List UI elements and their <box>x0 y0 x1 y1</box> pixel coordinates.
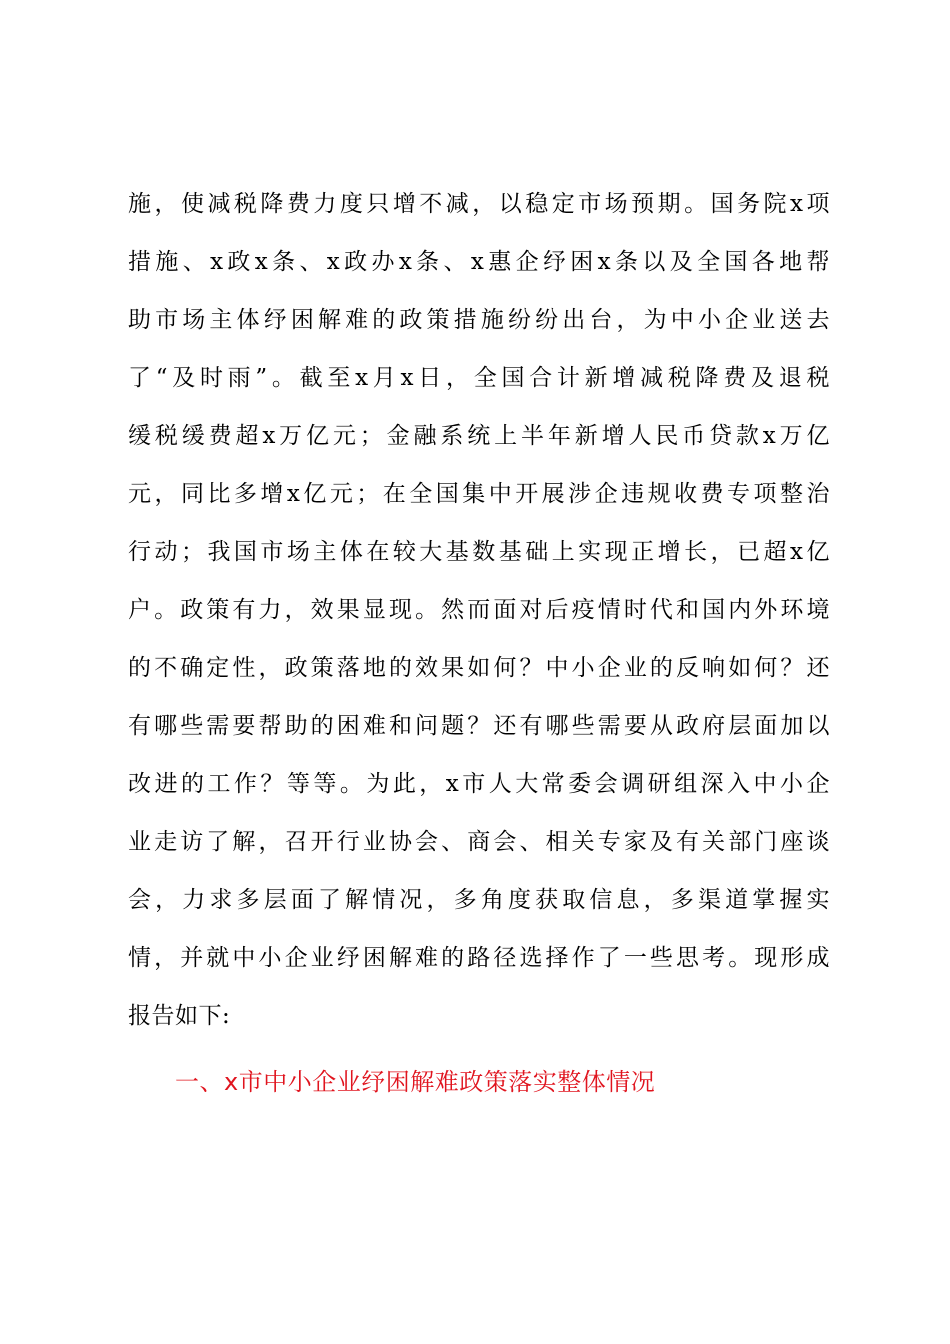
paragraph-line: 会，力求多层面了解情况，多角度获取信息，多渠道掌握实 <box>128 887 830 913</box>
paragraph-line: 报告如下: <box>128 1003 231 1029</box>
paragraph-line: 有哪些需要帮助的困难和问题？还有哪些需要从政府层面加以 <box>128 713 830 739</box>
paragraph-line: 业走访了解，召开行业协会、商会、相关专家及有关部门座谈 <box>128 829 830 855</box>
paragraph-line: 行动；我国市场主体在较大基数基础上实现正增长，已超x亿 <box>128 539 830 565</box>
paragraph-line: 了“及时雨”。截至x月x日，全国合计新增减税降费及退税 <box>128 365 830 391</box>
paragraph-line: 缓税缓费超x万亿元；金融系统上半年新增人民币贷款x万亿 <box>128 423 830 449</box>
paragraph-line: 助市场主体纾困解难的政策措施纷纷出台，为中小企业送去 <box>128 307 830 333</box>
paragraph-line: 的不确定性，政策落地的效果如何？中小企业的反响如何？还 <box>128 655 830 681</box>
paragraph-line: 元，同比多增x亿元；在全国集中开展涉企违规收费专项整治 <box>128 481 830 507</box>
paragraph-line: 施，使减税降费力度只增不减，以稳定市场预期。国务院x项 <box>128 191 830 217</box>
paragraph-line: 改进的工作？等等。为此，x市人大常委会调研组深入中小企 <box>128 771 830 797</box>
paragraph-line: 措施、x政x条、x政办x条、x惠企纾困x条以及全国各地帮 <box>128 249 830 275</box>
paragraph-line: 户。政策有力，效果显现。然而面对后疫情时代和国内外环境 <box>128 597 830 623</box>
paragraph-line: 情，并就中小企业纾困解难的路径选择作了一些思考。现形成 <box>128 945 830 971</box>
section-heading: 一、x市中小企业纾困解难政策落实整体情况 <box>175 1068 656 1096</box>
